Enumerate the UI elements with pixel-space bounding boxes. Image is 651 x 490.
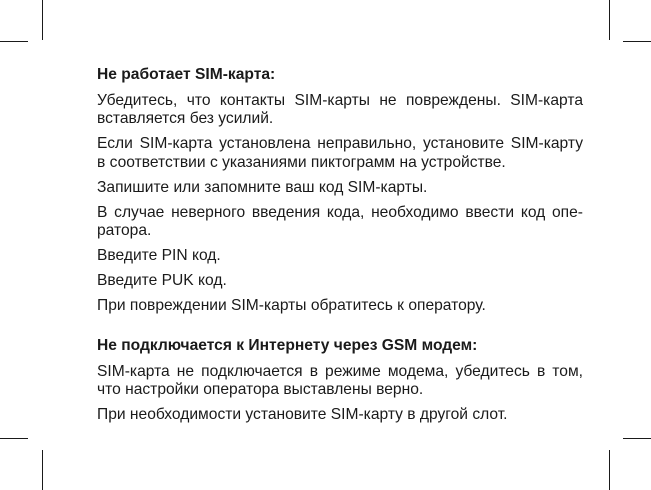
- paragraph: В случае неверного введения кода, необходимо ввести код опе- ратора.: [97, 203, 583, 239]
- document-body: [97, 66, 583, 431]
- internet-gsm-modem-section: [97, 337, 583, 425]
- crop-mark-top-left-horizontal: [0, 41, 28, 42]
- crop-mark-bottom-left-vertical: [42, 450, 43, 490]
- paragraph: Запишите или запомните ваш код SIM-карты.: [97, 178, 428, 196]
- section-heading: Не работает SIM-карта:: [97, 66, 276, 83]
- crop-mark-top-left-vertical: [42, 0, 43, 40]
- section-spacer: [97, 322, 583, 337]
- sim-card-troubleshooting-section: [97, 66, 583, 316]
- paragraph: Если SIM-карта установлена неправильно, установите SIM-карту в соответствии с указаниями пиктограмм на устройстве.: [97, 135, 583, 171]
- crop-mark-bottom-left-horizontal: [0, 438, 28, 439]
- section-heading: Не подключается к Интернету через GSM модем:: [97, 337, 478, 354]
- paragraph: Убедитесь, что контакты SIM-карты не повреждены. SIM-карта вставляется без усилий.: [97, 91, 583, 127]
- paragraph: SIM-карта не подключается в режиме модема, убедитесь в том, что настройки оператора выставлены верно.: [97, 362, 583, 398]
- crop-mark-bottom-right-vertical: [609, 450, 610, 490]
- crop-mark-top-right-horizontal: [623, 41, 651, 42]
- paragraph: При необходимости установите SIM-карту в другой слот.: [97, 406, 508, 423]
- paragraph: Введите PIN код.: [97, 247, 221, 264]
- crop-mark-bottom-right-horizontal: [623, 438, 651, 439]
- crop-mark-top-right-vertical: [609, 0, 610, 40]
- paragraph: При повреждении SIM-карты обратитесь к оператору.: [97, 297, 486, 314]
- paragraph: Введите PUK код.: [97, 272, 227, 289]
